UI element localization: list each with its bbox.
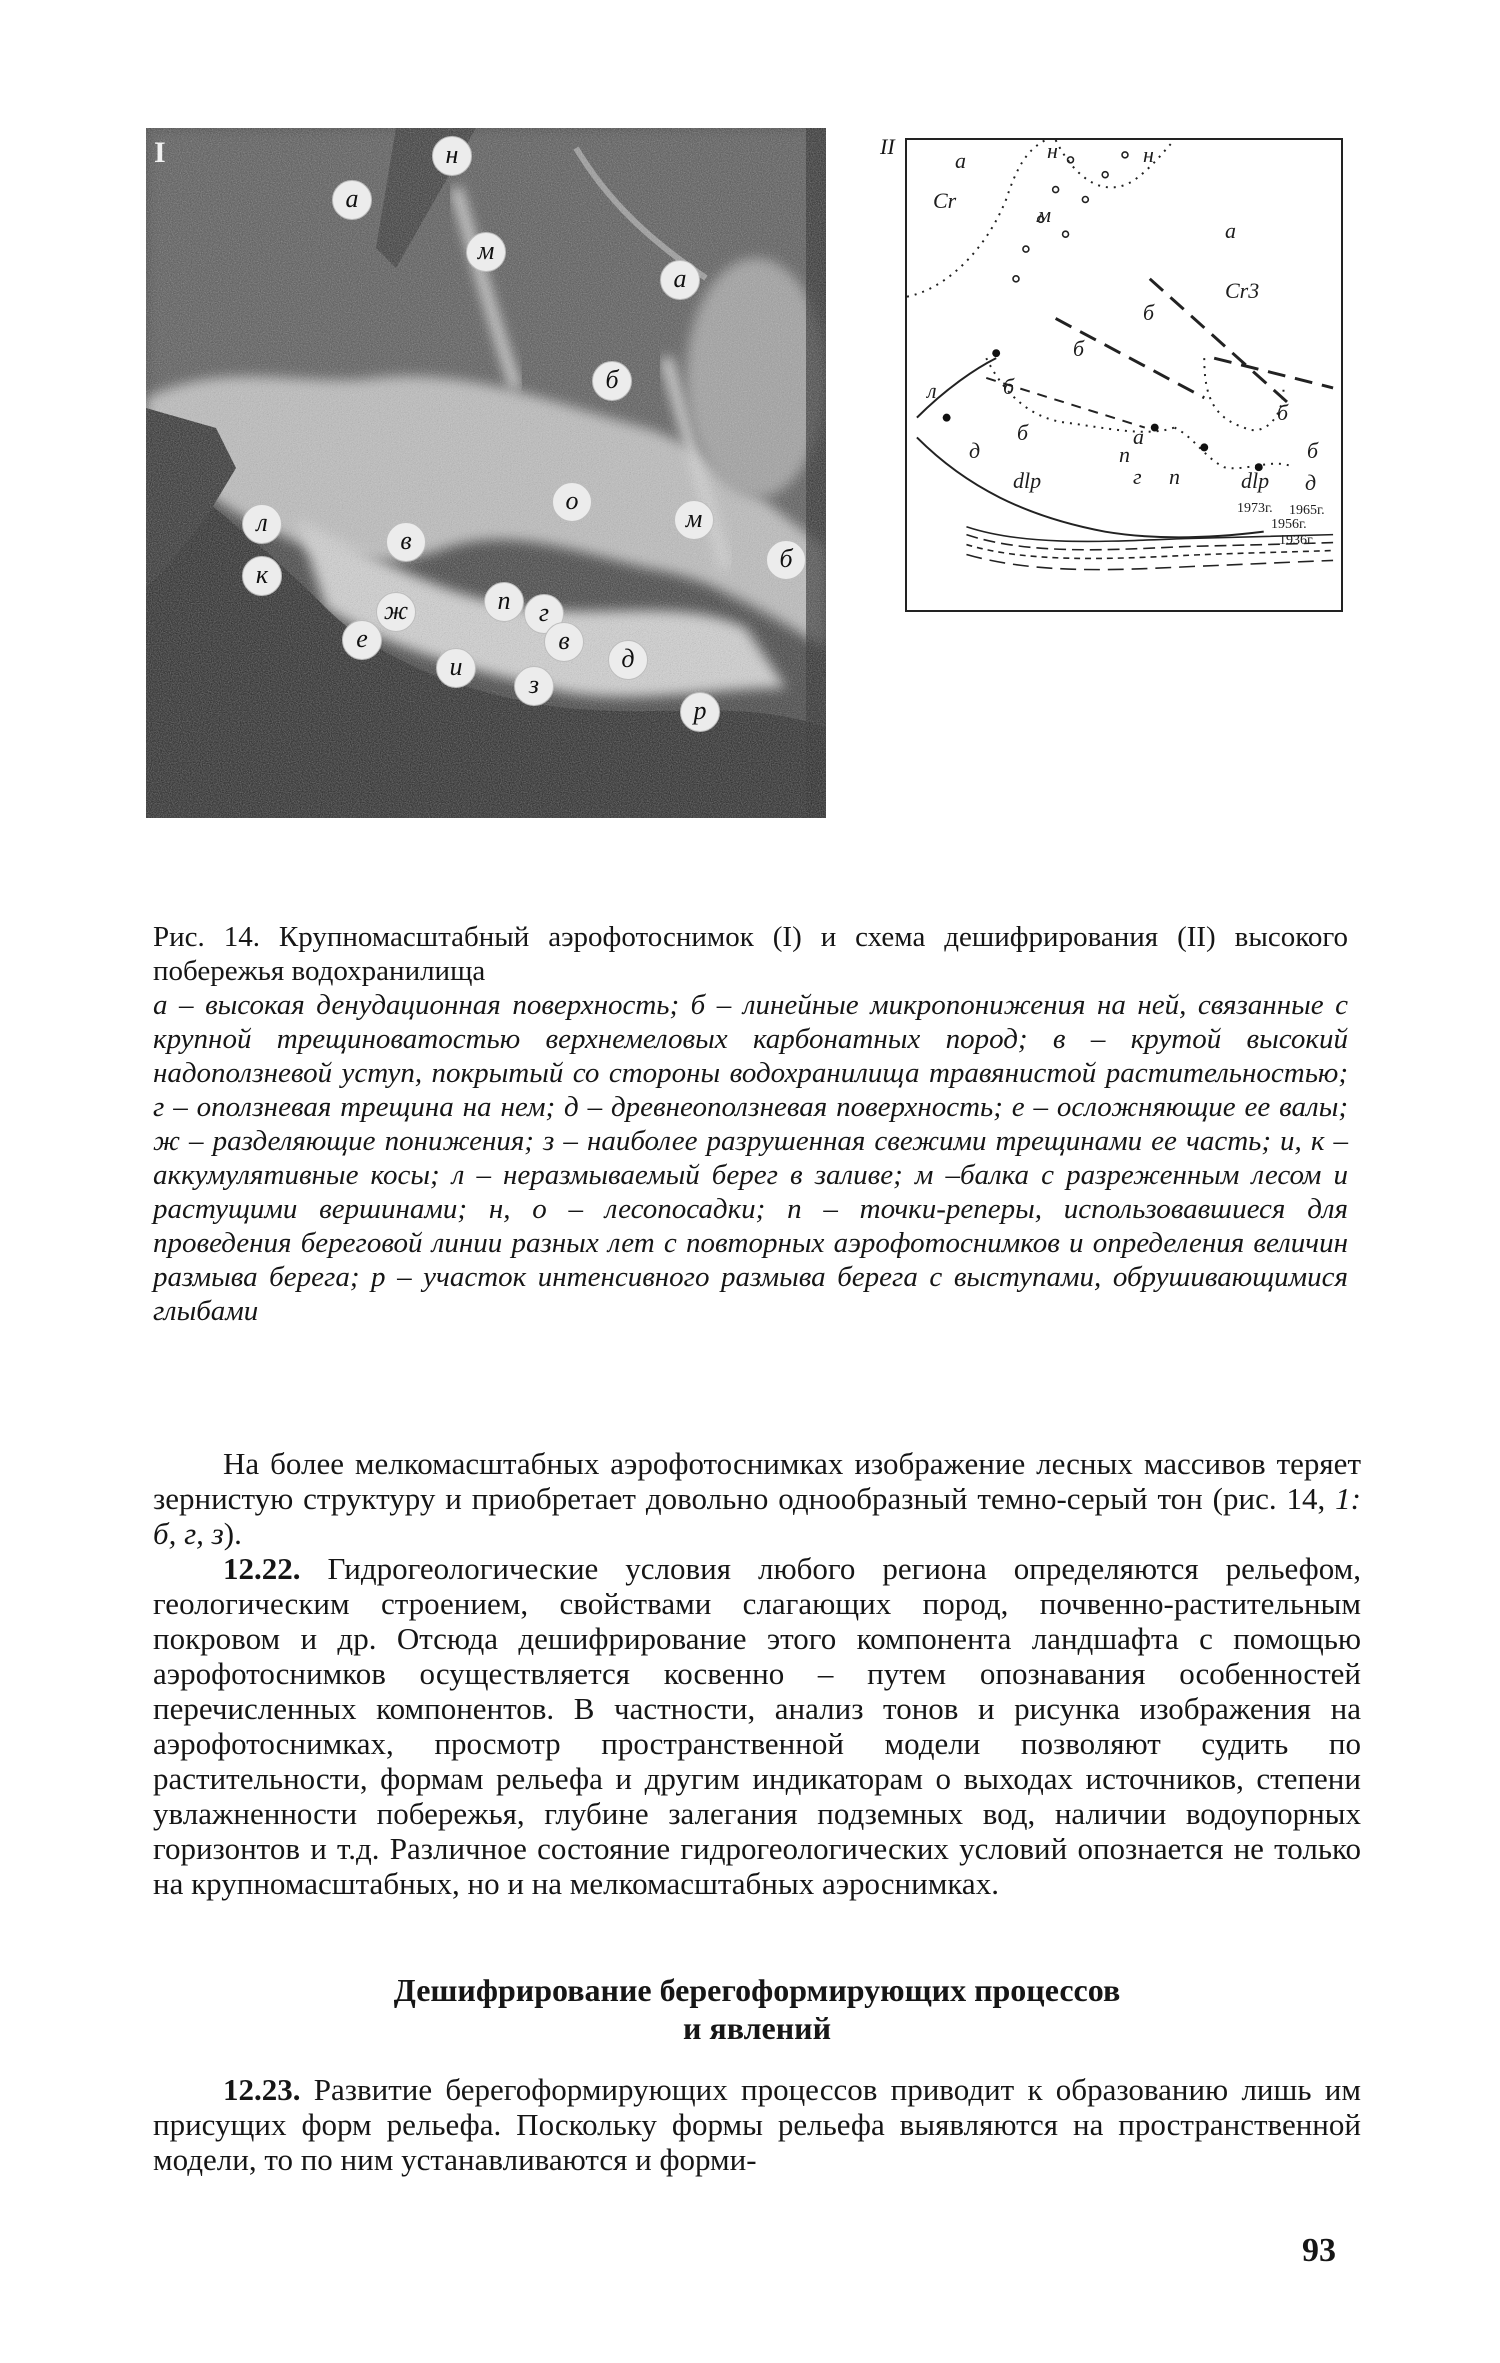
scheme-label: б: [1277, 400, 1289, 425]
scheme-label: а: [1225, 218, 1236, 243]
photo-label: р: [680, 692, 720, 732]
photo-label: а: [660, 260, 700, 300]
section-title-line: Дешифрирование берегоформирующих процессов: [393, 1972, 1121, 2008]
scheme-label: д: [969, 438, 981, 463]
body-text: [153, 1446, 1361, 1901]
scheme-year-label: 1973г.: [1237, 501, 1273, 516]
photo-label: а: [332, 180, 372, 220]
paragraph-number: 12.22.: [223, 1551, 301, 1586]
photo-label: ж: [376, 592, 416, 632]
scheme-drawing: [907, 140, 1341, 610]
scheme-label: н: [1047, 138, 1058, 163]
photo-label: з: [514, 666, 554, 706]
photo-label: д: [608, 640, 648, 680]
scheme-label: dlp: [1241, 468, 1270, 493]
scheme-label: Cr3: [1225, 278, 1260, 303]
page-number: 93: [1302, 2232, 1336, 2269]
figure-reference: 1: б, г, з: [153, 1481, 1361, 1551]
photo-label: в: [544, 622, 584, 662]
section-title-line: и явлений: [682, 2010, 832, 2046]
photo-label: б: [592, 361, 632, 401]
paragraph-text: На более мелкомасштабных аэрофотоснимках изображение лесных массивов теряет зернистую структуру и приобретает довольно однообразный темно-серый тон (рис. 14,: [153, 1446, 1361, 1516]
scheme-label: г: [1133, 464, 1142, 489]
paragraph-number: 12.23.: [223, 2072, 301, 2107]
photo-label: м: [466, 232, 506, 272]
paragraph-text: Развитие берегоформирующих процессов приводит к образованию лишь им присущих форм рельефа. Поскольку формы рельефа выявляются на пространственной модели, то по ним устанавливаются и форми-: [153, 2072, 1361, 2177]
photo-label: г: [524, 594, 564, 634]
scheme-year-label: 1956г.: [1271, 517, 1307, 532]
scheme-label: б: [1143, 300, 1155, 325]
photo-label: и: [436, 648, 476, 688]
aerial-photo: [146, 128, 826, 818]
paragraph-text: ).: [223, 1516, 242, 1551]
paragraph-text: Гидрогеологические условия любого региона определяются рельефом, геологическим строением, свойствами слагающих пород, почвенно-растительным покровом и др. Отсюда дешифрирование этого компонента ландшафта с помощью аэрофотоснимков осуществляется косвенно – путем опознавания особенностей перечисленных компонентов. В частности, анализ тонов и рисунка изображения на аэрофотоснимках, просмотр пространственной модели позволяют судить по растительности, формам рельефа и другим индикаторам о выходах источников, степени увлажненности побережья, глубине залегания подземных вод, наличии водоупорных горизонтов и т.д. Различное состояние гидрогеологических условий опознается не только на крупномасштабных, но и на мелкомасштабных аэроснимках.: [153, 1551, 1361, 1901]
photo-label: в: [386, 522, 426, 562]
scheme-label: н: [1143, 142, 1154, 167]
photo-label: п: [484, 582, 524, 622]
scheme-label: л: [927, 378, 937, 403]
paragraph: [153, 1551, 1361, 1901]
scheme-label: dlp: [1013, 468, 1042, 493]
scheme-year-label: 1965г.: [1289, 503, 1325, 518]
section-title: [153, 1971, 1361, 2047]
interpretation-scheme: [905, 138, 1343, 612]
paragraph: [153, 1446, 1361, 1551]
photo-label: е: [342, 620, 382, 660]
photo-label: н: [432, 136, 472, 176]
scheme-label: б: [1003, 374, 1015, 399]
scheme-tag: II: [880, 134, 895, 159]
caption-title: Рис. 14. Крупномасштабный аэрофотоснимок (I) и схема дешифрирования (II) высокого побережья водохранилища: [153, 921, 1348, 987]
photo-label: б: [766, 540, 806, 580]
scheme-label: м: [1037, 202, 1052, 227]
figure-caption: [153, 920, 1348, 1328]
scheme-label: а: [955, 148, 966, 173]
caption-legend: а – высокая денудационная поверхность; б – линейные микропонижения на ней, связанные с крупной трещиноватостью верхнемеловых карбонатных пород; в – крутой высокий надоползневой уступ, покрытый со стороны водохранилища травянистой растительностью; г – оползневая трещина на нем; д – древнеоползневая поверхность; е – осложняющие ее валы; ж – разделяющие понижения; з – наиболее разрушенная свежими трещинами ее часть; и, к – аккумулятивные косы; л – неразмываемый берег в заливе; м –балка с разреженным лесом и растущими вершинами; н, о – лесопосадки; п – точки-реперы, использовавшиеся для проведения береговой линии разных лет с повторных аэрофотоснимков и определения величин размыва берега; р – участок интенсивного размыва берега с выступами, обрушивающимися глыбами: [153, 989, 1348, 1327]
scheme-label: б: [1307, 438, 1319, 463]
scheme-label: д: [1305, 470, 1317, 495]
scheme-year-label: 1936г.: [1279, 533, 1315, 548]
photo-label: о: [552, 482, 592, 522]
scheme-label: Cr: [933, 188, 957, 213]
scheme-label: п: [1169, 464, 1180, 489]
scheme-label: п: [1119, 442, 1130, 467]
paragraph: [153, 2072, 1361, 2177]
scheme-label: а: [1133, 424, 1144, 449]
photo-tag: I: [154, 136, 166, 169]
body-text: [153, 2072, 1361, 2177]
photo-label: к: [242, 556, 282, 596]
scheme-label: б: [1017, 420, 1029, 445]
photo-label: л: [242, 504, 282, 544]
scheme-label: б: [1073, 336, 1085, 361]
photo-label: м: [674, 500, 714, 540]
